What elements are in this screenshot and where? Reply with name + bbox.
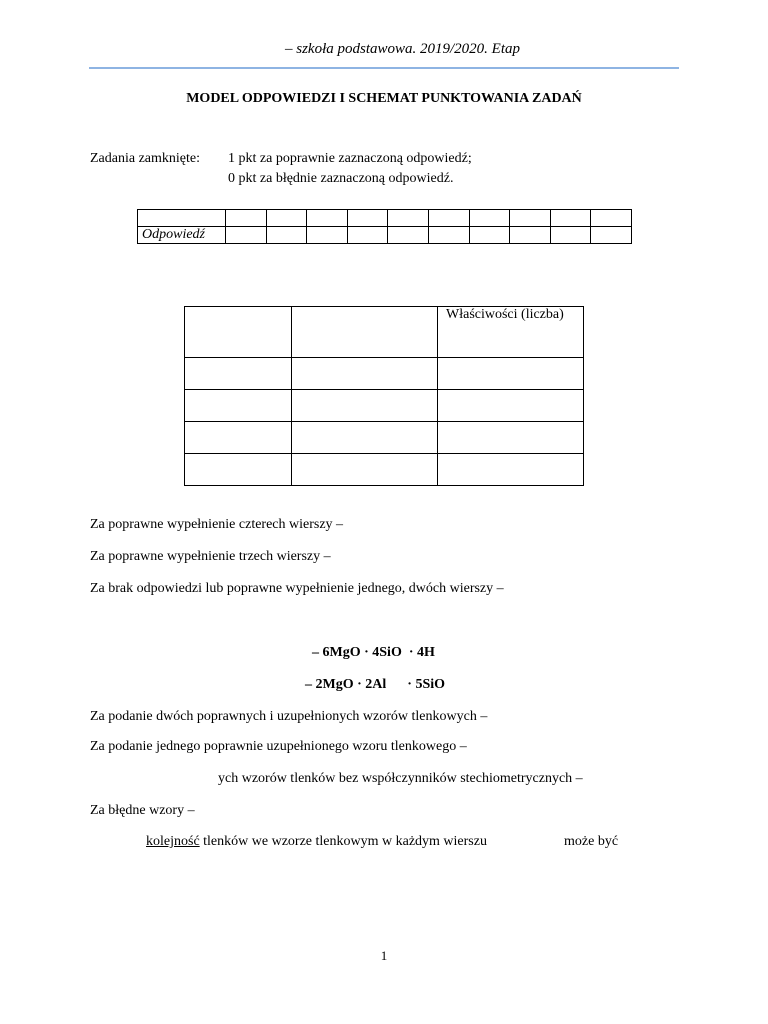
table-row — [185, 358, 584, 390]
note-line — [146, 834, 487, 850]
scoring-three-rows: Za poprawne wypełnienie trzech wierszy – — [90, 549, 331, 564]
table-row — [138, 210, 632, 227]
note-tail: może być — [564, 834, 619, 849]
formula-1: – 6MgO · 4SiO · 4H — [312, 645, 435, 660]
oxide-scoring-no-coeff: ych wzorów tlenków bez współczynników stechiometrycznych – — [218, 771, 583, 786]
answers-table — [137, 209, 632, 244]
note-underlined: kolejność — [146, 834, 200, 849]
closed-tasks-line2: 0 pkt za błędnie zaznaczoną odpowiedź. — [228, 171, 454, 186]
answers-row-label: Odpowiedź — [138, 227, 226, 244]
oxide-scoring-two: Za podanie dwóch poprawnych i uzupełnionych wzorów tlenkowych – — [90, 709, 488, 724]
page-title: MODEL ODPOWIEDZI I SCHEMAT PUNKTOWANIA ZADAŃ — [186, 91, 582, 106]
closed-tasks-line1: 1 pkt za poprawnie zaznaczoną odpowiedź; — [228, 151, 472, 166]
scoring-four-rows: Za poprawne wypełnienie czterech wierszy – — [90, 517, 344, 532]
table-row — [185, 422, 584, 454]
oxide-scoring-one: Za podanie jednego poprawnie uzupełnionego wzoru tlenkowego – — [90, 739, 467, 754]
properties-header: Właściwości (liczba) — [438, 307, 584, 358]
page-header: – szkoła podstawowa. 2019/2020. Etap — [285, 41, 521, 57]
oxide-scoring-wrong: Za błędne wzory – — [90, 803, 195, 818]
note-rest: tlenków we wzorze tlenkowym w każdym wierszu — [199, 834, 487, 849]
formula-2: – 2MgO · 2Al · 5SiO — [305, 677, 446, 692]
table-row — [185, 454, 584, 486]
table-row — [185, 390, 584, 422]
closed-tasks-label: Zadania zamknięte: — [90, 151, 200, 166]
header-divider — [89, 67, 679, 69]
page-number: 1 — [380, 948, 388, 963]
table-row — [185, 307, 584, 358]
scoring-none: Za brak odpowiedzi lub poprawne wypełnienie jednego, dwóch wierszy – — [90, 581, 504, 596]
properties-table — [184, 306, 584, 486]
table-row — [138, 227, 632, 244]
